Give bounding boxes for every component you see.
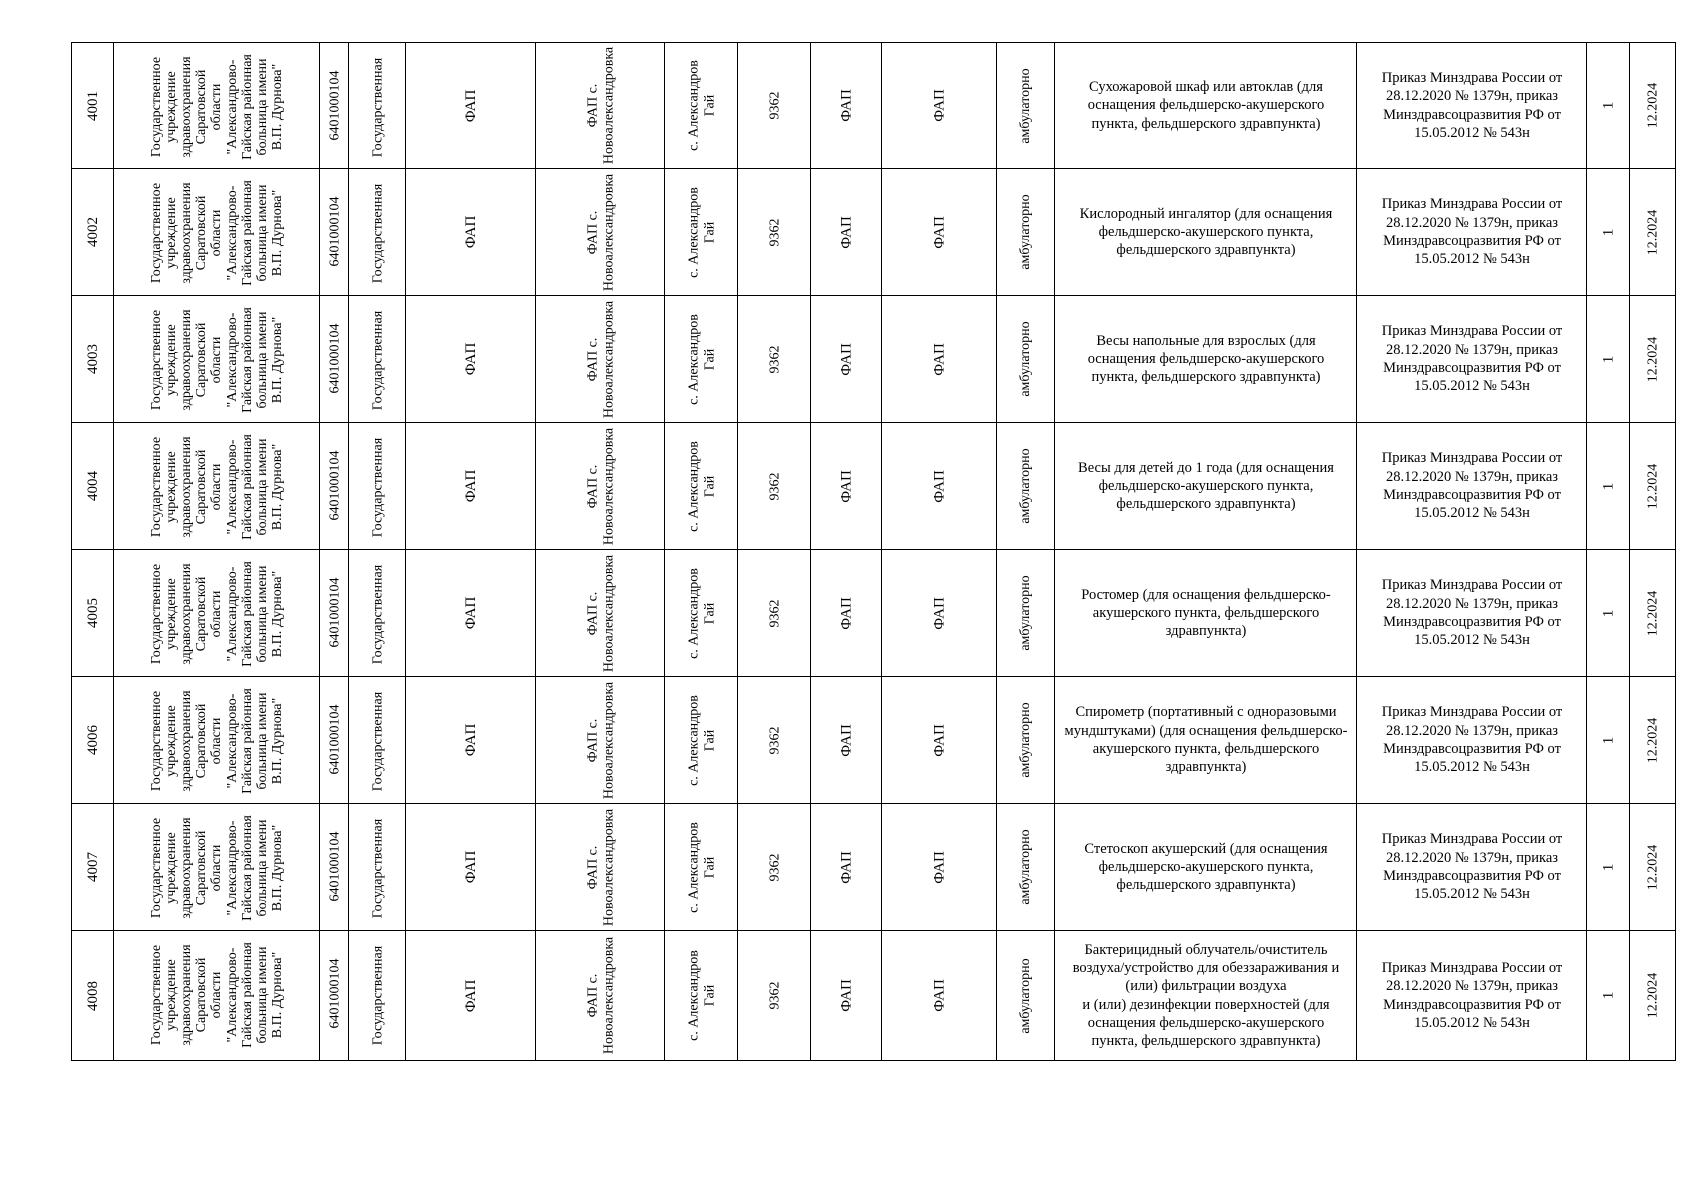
care-form-cell-text: амбулаторно [1018, 194, 1034, 270]
basis-cell [1356, 931, 1587, 1060]
unit-name-cell-text: ФАП с. Новоалександровка [585, 46, 616, 165]
level-1-cell [810, 931, 882, 1060]
quantity-cell-text: 1 [1600, 482, 1617, 490]
basis-cell [1356, 423, 1587, 549]
date-cell [1629, 550, 1676, 676]
locality-cell [664, 296, 738, 422]
care-form-cell-text: амбулаторно [1018, 575, 1034, 651]
code-cell [737, 677, 811, 803]
code-cell [737, 804, 811, 930]
equipment-cell [1054, 296, 1357, 422]
level-2-cell [881, 423, 997, 549]
organization-cell [113, 804, 320, 930]
unit-type-cell [405, 296, 536, 422]
unit-type-cell [405, 804, 536, 930]
basis-cell-text: Приказ Минздрава России от 28.12.2020 № 1379н, приказ Минздравсоцразвития РФ от 15.05.2012 № 543н [1381, 196, 1563, 268]
level-2-cell [881, 169, 997, 295]
date-cell [1629, 804, 1676, 930]
inn-cell [319, 931, 349, 1060]
row-number-cell [71, 677, 114, 803]
organization-cell [113, 550, 320, 676]
level-1-cell-text: ФАП [838, 469, 855, 503]
inn-cell [319, 550, 349, 676]
unit-type-cell [405, 931, 536, 1060]
level-1-cell-text: ФАП [838, 89, 855, 122]
row-number-cell [71, 931, 114, 1060]
ownership-cell-text: Государственная [369, 310, 385, 410]
row-number-cell-text: 4001 [84, 90, 101, 121]
equipment-cell-text: Сухожаровой шкаф или автоклав (для оснащения фельдшерско-акушерского пункта, фельдшерского здравпункта) [1087, 79, 1325, 132]
inn-cell [319, 169, 349, 295]
quantity-cell-text: 1 [1600, 863, 1617, 871]
code-cell-text: 9362 [766, 853, 782, 881]
equipment-cell [1054, 169, 1357, 295]
equipment-cell [1054, 43, 1357, 168]
quantity-cell-text: 1 [1600, 736, 1617, 744]
basis-cell-text: Приказ Минздрава России от 28.12.2020 № 1379н, приказ Минздравсоцразвития РФ от 15.05.2012 № 543н [1381, 69, 1563, 141]
quantity-cell-text: 1 [1600, 101, 1617, 110]
locality-cell-text: с. Александров Гай [686, 313, 717, 405]
basis-cell-text: Приказ Минздрава России от 28.12.2020 № 1379н, приказ Минздравсоцразвития РФ от 15.05.2012 № 543н [1381, 577, 1563, 649]
level-1-cell [810, 423, 882, 549]
equipment-cell-text: Весы напольные для взрослых (для оснащения фельдшерско-акушерского пункта, фельдшерского здравпункта) [1087, 332, 1325, 386]
ownership-cell-text: Государственная [369, 57, 385, 157]
organization-cell-text: Государственное учреждение здравоохранения Саратовской области "Александрово-Гайская районная больница имени В.П. Дурнова" [149, 561, 285, 667]
row-number-cell [71, 423, 114, 549]
unit-type-cell-text: ФАП [462, 342, 479, 376]
ownership-cell [348, 804, 406, 930]
unit-type-cell [405, 43, 536, 168]
locality-cell [664, 169, 738, 295]
level-1-cell [810, 43, 882, 168]
row-number-cell [71, 804, 114, 930]
level-1-cell [810, 169, 882, 295]
inn-cell [319, 423, 349, 549]
organization-cell-text: Государственное учреждение здравоохранения Саратовской области "Александрово-Гайская районная больница имени В.П. Дурнова" [149, 54, 285, 160]
equipment-cell [1054, 423, 1357, 549]
organization-cell-text: Государственное учреждение здравоохранения Саратовской области "Александрово-Гайская районная больница имени В.П. Дурнова" [149, 307, 285, 413]
inn-cell [319, 296, 349, 422]
table-row [71, 423, 1676, 550]
quantity-cell [1586, 804, 1630, 930]
code-cell [737, 550, 811, 676]
date-cell-text: 12.2024 [1644, 209, 1660, 255]
locality-cell [664, 43, 738, 168]
inn-cell-text: 6401000104 [326, 958, 342, 1028]
equipment-cell-text: Стетоскоп акушерский (для оснащения фельдшерско-акушерского пункта, фельдшерского здравпункта) [1084, 840, 1328, 894]
table-row [71, 931, 1676, 1061]
quantity-cell-text: 1 [1600, 991, 1617, 1000]
level-2-cell-text: ФАП [931, 342, 948, 376]
inn-cell-text: 6401000104 [326, 323, 342, 393]
unit-name-cell [535, 296, 665, 422]
date-cell-text: 12.2024 [1644, 844, 1660, 890]
unit-name-cell-text: ФАП с. Новоалександровка [585, 173, 616, 291]
row-number-cell [71, 43, 114, 168]
code-cell-text: 9362 [766, 345, 782, 373]
care-form-cell-text: амбулаторно [1018, 321, 1034, 397]
ownership-cell [348, 550, 406, 676]
locality-cell-text: с. Александров Гай [686, 821, 717, 913]
equipment-table [71, 42, 1676, 1066]
locality-cell [664, 550, 738, 676]
care-form-cell-text: амбулаторно [1018, 67, 1034, 144]
unit-type-cell [405, 423, 536, 549]
ownership-cell [348, 931, 406, 1060]
ownership-cell-text: Государственная [369, 691, 385, 791]
date-cell-text: 12.2024 [1644, 717, 1660, 763]
ownership-cell-text: Государственная [369, 437, 385, 537]
locality-cell-text: с. Александров Гай [686, 440, 717, 532]
unit-type-cell-text: ФАП [462, 850, 479, 884]
locality-cell-text: с. Александров Гай [686, 60, 717, 151]
organization-cell [113, 931, 320, 1060]
code-cell-text: 9362 [766, 91, 782, 120]
organization-cell-text: Государственное учреждение здравоохранения Саратовской области "Александрово-Гайская районная больница имени В.П. Дурнова" [149, 688, 285, 794]
unit-type-cell-text: ФАП [462, 215, 479, 249]
code-cell [737, 931, 811, 1060]
care-form-cell-text: амбулаторно [1018, 957, 1034, 1034]
care-form-cell [996, 423, 1055, 549]
table-row [71, 296, 1676, 423]
unit-name-cell-text: ФАП с. Новоалександровка [585, 554, 616, 672]
code-cell [737, 169, 811, 295]
quantity-cell [1586, 423, 1630, 549]
care-form-cell [996, 550, 1055, 676]
unit-name-cell [535, 931, 665, 1060]
level-2-cell-text: ФАП [931, 596, 948, 630]
code-cell [737, 423, 811, 549]
care-form-cell [996, 677, 1055, 803]
level-1-cell-text: ФАП [838, 215, 855, 249]
level-2-cell-text: ФАП [931, 215, 948, 249]
level-2-cell [881, 677, 997, 803]
level-1-cell [810, 296, 882, 422]
organization-cell-text: Государственное учреждение здравоохранения Саратовской области "Александрово-Гайская районная больница имени В.П. Дурнова" [149, 942, 285, 1048]
date-cell [1629, 169, 1676, 295]
code-cell-text: 9362 [766, 726, 782, 754]
care-form-cell-text: амбулаторно [1018, 448, 1034, 524]
inn-cell-text: 6401000104 [326, 70, 342, 140]
unit-type-cell-text: ФАП [462, 979, 479, 1012]
unit-name-cell [535, 677, 665, 803]
equipment-cell-text: Спирометр (портативный с одноразовыми мундштуками) (для оснащения фельдшерско-акушерского пункта, фельдшерского здравпункта) [1064, 704, 1348, 776]
row-number-cell-text: 4004 [84, 471, 101, 501]
level-1-cell-text: ФАП [838, 723, 855, 757]
table-row [71, 169, 1676, 296]
equipment-cell-text: Кислородный ингалятор (для оснащения фельдшерско-акушерского пункта, фельдшерского здравпункта) [1079, 205, 1333, 259]
locality-cell [664, 804, 738, 930]
quantity-cell [1586, 677, 1630, 803]
basis-cell [1356, 550, 1587, 676]
ownership-cell [348, 43, 406, 168]
unit-name-cell [535, 550, 665, 676]
level-2-cell-text: ФАП [931, 89, 948, 122]
unit-name-cell [535, 169, 665, 295]
quantity-cell-text: 1 [1600, 228, 1617, 236]
quantity-cell-text: 1 [1600, 609, 1617, 617]
unit-name-cell-text: ФАП с. Новоалександровка [585, 300, 616, 418]
organization-cell-text: Государственное учреждение здравоохранения Саратовской области "Александрово-Гайская районная больница имени В.П. Дурнова" [149, 434, 285, 540]
equipment-cell [1054, 804, 1357, 930]
inn-cell [319, 677, 349, 803]
inn-cell-text: 6401000104 [326, 577, 342, 647]
basis-cell [1356, 296, 1587, 422]
organization-cell [113, 169, 320, 295]
date-cell-text: 12.2024 [1644, 463, 1660, 509]
row-number-cell-text: 4002 [84, 217, 101, 247]
unit-type-cell [405, 169, 536, 295]
care-form-cell [996, 169, 1055, 295]
unit-name-cell-text: ФАП с. Новоалександровка [585, 681, 616, 799]
equipment-cell-text: Бактерицидный облучатель/очиститель воздуха/устройство для обеззараживания и (или) фильтрации воздуха и (или) дезинфекции поверхностей (для оснащения фельдшерско-акушерского пункта, фельдшерского здравпункта) [1072, 941, 1340, 1050]
level-1-cell-text: ФАП [838, 979, 855, 1012]
row-number-cell [71, 550, 114, 676]
row-number-cell [71, 169, 114, 295]
unit-type-cell [405, 550, 536, 676]
level-2-cell-text: ФАП [931, 979, 948, 1012]
code-cell-text: 9362 [766, 981, 782, 1010]
organization-cell [113, 423, 320, 549]
unit-type-cell-text: ФАП [462, 596, 479, 630]
table-row [71, 42, 1676, 169]
row-number-cell-text: 4005 [84, 598, 101, 628]
quantity-cell-text: 1 [1600, 355, 1617, 363]
quantity-cell [1586, 43, 1630, 168]
date-cell-text: 12.2024 [1644, 82, 1660, 129]
unit-type-cell-text: ФАП [462, 89, 479, 122]
unit-name-cell [535, 43, 665, 168]
row-number-cell-text: 4003 [84, 344, 101, 374]
level-2-cell-text: ФАП [931, 469, 948, 503]
quantity-cell [1586, 550, 1630, 676]
level-1-cell-text: ФАП [838, 596, 855, 630]
date-cell [1629, 423, 1676, 549]
level-2-cell-text: ФАП [931, 723, 948, 757]
locality-cell [664, 931, 738, 1060]
ownership-cell [348, 296, 406, 422]
basis-cell [1356, 677, 1587, 803]
equipment-cell [1054, 677, 1357, 803]
unit-name-cell [535, 804, 665, 930]
row-number-cell-text: 4007 [84, 852, 101, 882]
basis-cell [1356, 43, 1587, 168]
ownership-cell-text: Государственная [369, 183, 385, 283]
unit-name-cell-text: ФАП с. Новоалександровка [585, 808, 616, 926]
date-cell [1629, 677, 1676, 803]
code-cell-text: 9362 [766, 472, 782, 500]
unit-name-cell-text: ФАП с. Новоалександровка [585, 936, 616, 1055]
organization-cell-text: Государственное учреждение здравоохранения Саратовской области "Александрово-Гайская районная больница имени В.П. Дурнова" [149, 815, 285, 921]
basis-cell-text: Приказ Минздрава России от 28.12.2020 № 1379н, приказ Минздравсоцразвития РФ от 15.05.2012 № 543н [1381, 831, 1563, 903]
unit-type-cell-text: ФАП [462, 469, 479, 503]
care-form-cell [996, 43, 1055, 168]
table-row [71, 550, 1676, 677]
locality-cell-text: с. Александров Гай [686, 950, 717, 1041]
care-form-cell-text: амбулаторно [1018, 702, 1034, 778]
quantity-cell [1586, 931, 1630, 1060]
table-row [71, 677, 1676, 804]
equipment-cell [1054, 931, 1357, 1060]
basis-cell-text: Приказ Минздрава России от 28.12.2020 № 1379н, приказ Минздравсоцразвития РФ от 15.05.2012 № 543н [1381, 450, 1563, 522]
code-cell [737, 43, 811, 168]
date-cell [1629, 931, 1676, 1060]
inn-cell [319, 43, 349, 168]
code-cell [737, 296, 811, 422]
quantity-cell [1586, 169, 1630, 295]
inn-cell [319, 804, 349, 930]
ownership-cell [348, 423, 406, 549]
ownership-cell-text: Государственная [369, 564, 385, 664]
basis-cell-text: Приказ Минздрава России от 28.12.2020 № 1379н, приказ Минздравсоцразвития РФ от 15.05.2012 № 543н [1381, 323, 1563, 395]
level-1-cell [810, 804, 882, 930]
quantity-cell [1586, 296, 1630, 422]
date-cell-text: 12.2024 [1644, 972, 1660, 1019]
row-number-cell [71, 296, 114, 422]
unit-type-cell-text: ФАП [462, 723, 479, 757]
level-1-cell [810, 550, 882, 676]
level-1-cell-text: ФАП [838, 342, 855, 376]
level-2-cell [881, 804, 997, 930]
level-2-cell-text: ФАП [931, 850, 948, 884]
care-form-cell-text: амбулаторно [1018, 829, 1034, 905]
row-number-cell-text: 4006 [84, 725, 101, 755]
basis-cell [1356, 804, 1587, 930]
locality-cell-text: с. Александров Гай [686, 186, 717, 278]
unit-name-cell-text: ФАП с. Новоалександровка [585, 427, 616, 545]
care-form-cell [996, 296, 1055, 422]
unit-name-cell [535, 423, 665, 549]
level-1-cell-text: ФАП [838, 850, 855, 884]
locality-cell [664, 423, 738, 549]
care-form-cell [996, 931, 1055, 1060]
level-1-cell [810, 677, 882, 803]
level-2-cell [881, 550, 997, 676]
ownership-cell [348, 677, 406, 803]
code-cell-text: 9362 [766, 599, 782, 627]
level-2-cell [881, 296, 997, 422]
equipment-cell-text: Ростомер (для оснащения фельдшерско-акушерского пункта, фельдшерского здравпункта) [1081, 586, 1331, 640]
organization-cell [113, 677, 320, 803]
date-cell [1629, 296, 1676, 422]
table-row [71, 804, 1676, 931]
basis-cell-text: Приказ Минздрава России от 28.12.2020 № 1379н, приказ Минздравсоцразвития РФ от 15.05.2012 № 543н [1381, 959, 1563, 1031]
ownership-cell-text: Государственная [369, 818, 385, 918]
code-cell-text: 9362 [766, 218, 782, 246]
organization-cell [113, 296, 320, 422]
level-2-cell [881, 931, 997, 1060]
basis-cell-text: Приказ Минздрава России от 28.12.2020 № 1379н, приказ Минздравсоцразвития РФ от 15.05.2012 № 543н [1381, 704, 1563, 776]
inn-cell-text: 6401000104 [326, 831, 342, 901]
ownership-cell-text: Государственная [369, 945, 385, 1045]
equipment-cell [1054, 550, 1357, 676]
date-cell-text: 12.2024 [1644, 336, 1660, 382]
locality-cell-text: с. Александров Гай [686, 567, 717, 659]
basis-cell [1356, 169, 1587, 295]
inn-cell-text: 6401000104 [326, 196, 342, 266]
organization-cell [113, 43, 320, 168]
equipment-cell-text: Весы для детей до 1 года (для оснащения фельдшерско-акушерского пункта, фельдшерского здравпункта) [1078, 459, 1334, 513]
locality-cell-text: с. Александров Гай [686, 694, 717, 786]
inn-cell-text: 6401000104 [326, 450, 342, 520]
date-cell-text: 12.2024 [1644, 590, 1660, 636]
organization-cell-text: Государственное учреждение здравоохранения Саратовской области "Александрово-Гайская районная больница имени В.П. Дурнова" [149, 180, 285, 286]
locality-cell [664, 677, 738, 803]
row-number-cell-text: 4008 [84, 980, 101, 1011]
inn-cell-text: 6401000104 [326, 704, 342, 774]
care-form-cell [996, 804, 1055, 930]
ownership-cell [348, 169, 406, 295]
date-cell [1629, 43, 1676, 168]
level-2-cell [881, 43, 997, 168]
unit-type-cell [405, 677, 536, 803]
